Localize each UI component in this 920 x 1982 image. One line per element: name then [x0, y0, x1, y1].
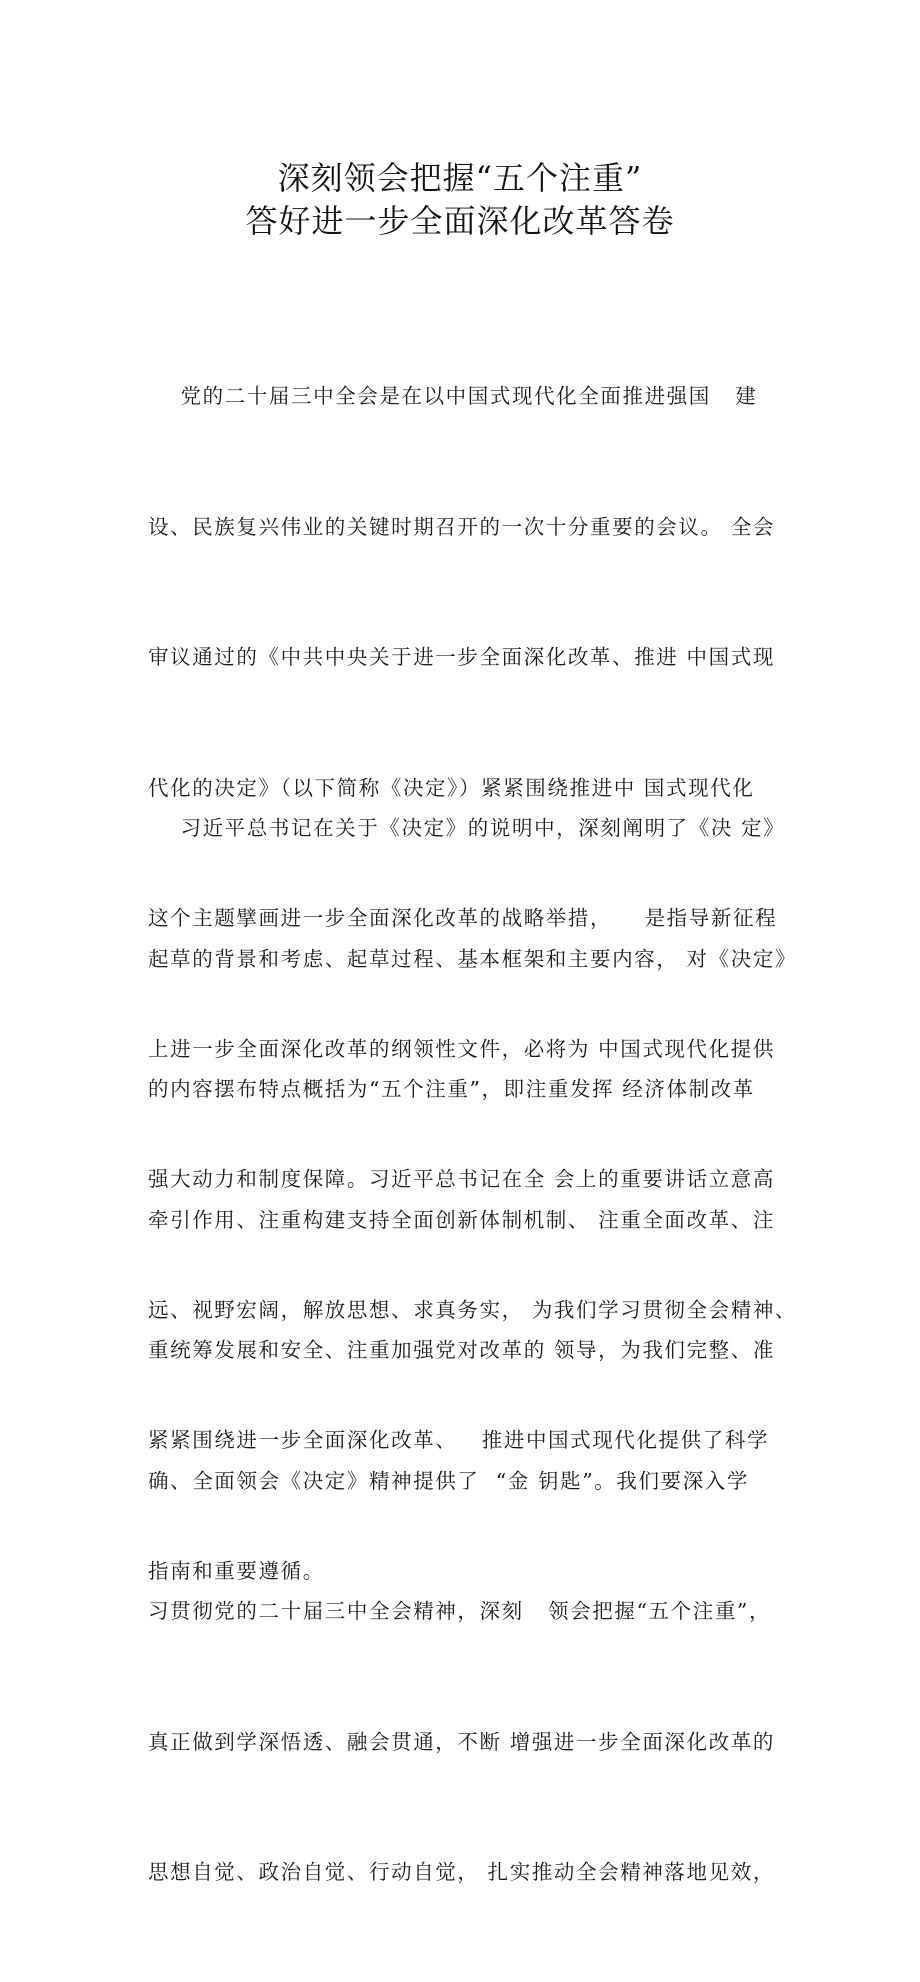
- paragraph-1-line: 紧紧围绕进一步全面深化改革、 推进中国式现代化提供了科学: [148, 1428, 770, 1452]
- paragraph-2-line: 确、全面领会《决定》精神提供了 “金 钥匙”。我们要深入学: [148, 1468, 750, 1493]
- paragraph-2-line: 习近平总书记在关于《决定》的说明中，深刻阐明了《决 定》: [148, 816, 786, 840]
- paragraph-1-line: 设、民族复兴伟业的关键时期召开的一次十分重要的会议。 全会: [148, 514, 775, 539]
- paragraph-1-line: 党的二十届三中全会是在以中国式现代化全面推进强国 建: [148, 384, 758, 408]
- paragraph-1-line: 指南和重要遵循。: [148, 1558, 325, 1583]
- paragraph-2-line: 习贯彻党的二十届三中全会精神，深刻 领会把握“五个注重”，: [148, 1599, 772, 1623]
- document-title-line-1: 深刻领会把握“五个注重”: [277, 159, 643, 197]
- paragraph-2: [148, 720, 828, 1982]
- document-title-line-2: 答好进一步全面深化改革答卷: [245, 202, 675, 240]
- paragraph-1-line: 审议通过的《中共中央关于进一步全面深化改革、推进 中国式现: [148, 645, 775, 669]
- paragraph-2-line: 重统筹发展和安全、注重加强党对改革的 领导，为我们完整、准: [148, 1338, 775, 1362]
- paragraph-2-line: 牵引作用、注重构建支持全面创新体制机制、 注重全面改革、注: [148, 1207, 775, 1232]
- paragraph-1-line: 远、视野宏阔，解放思想、求真务实， 为我们学习贯彻全会精神、: [148, 1297, 798, 1322]
- paragraph-2-line: 思想自觉、政治自觉、行动自觉， 扎实推动全会精神落地见效，: [148, 1860, 775, 1884]
- paragraph-1-line: 这个主题擘画进一步全面深化改革的战略举措， 是指导新征程: [148, 906, 778, 930]
- paragraph-2-line: 真正做到学深悟透、融会贯通，不断 增强进一步全面深化改革的: [148, 1729, 775, 1754]
- paragraph-1-line: 上进一步全面深化改革的纲领性文件，必将为 中国式现代化提供: [148, 1036, 775, 1061]
- paragraph-1-line: 代化的决定》（以下简称《决定》）紧紧围绕推进中 国式现代化: [148, 775, 755, 800]
- paragraph-2-line: 的内容摆布特点概括为“五个注重”，即注重发挥 经济体制改革: [148, 1077, 755, 1101]
- paragraph-1-line: 强大动力和制度保障。习近平总书记在全 会上的重要讲话立意高: [148, 1167, 775, 1191]
- paragraph-2-line: 起草的背景和考虑、起草过程、基本框架和主要内容， 对《决定》: [148, 946, 798, 971]
